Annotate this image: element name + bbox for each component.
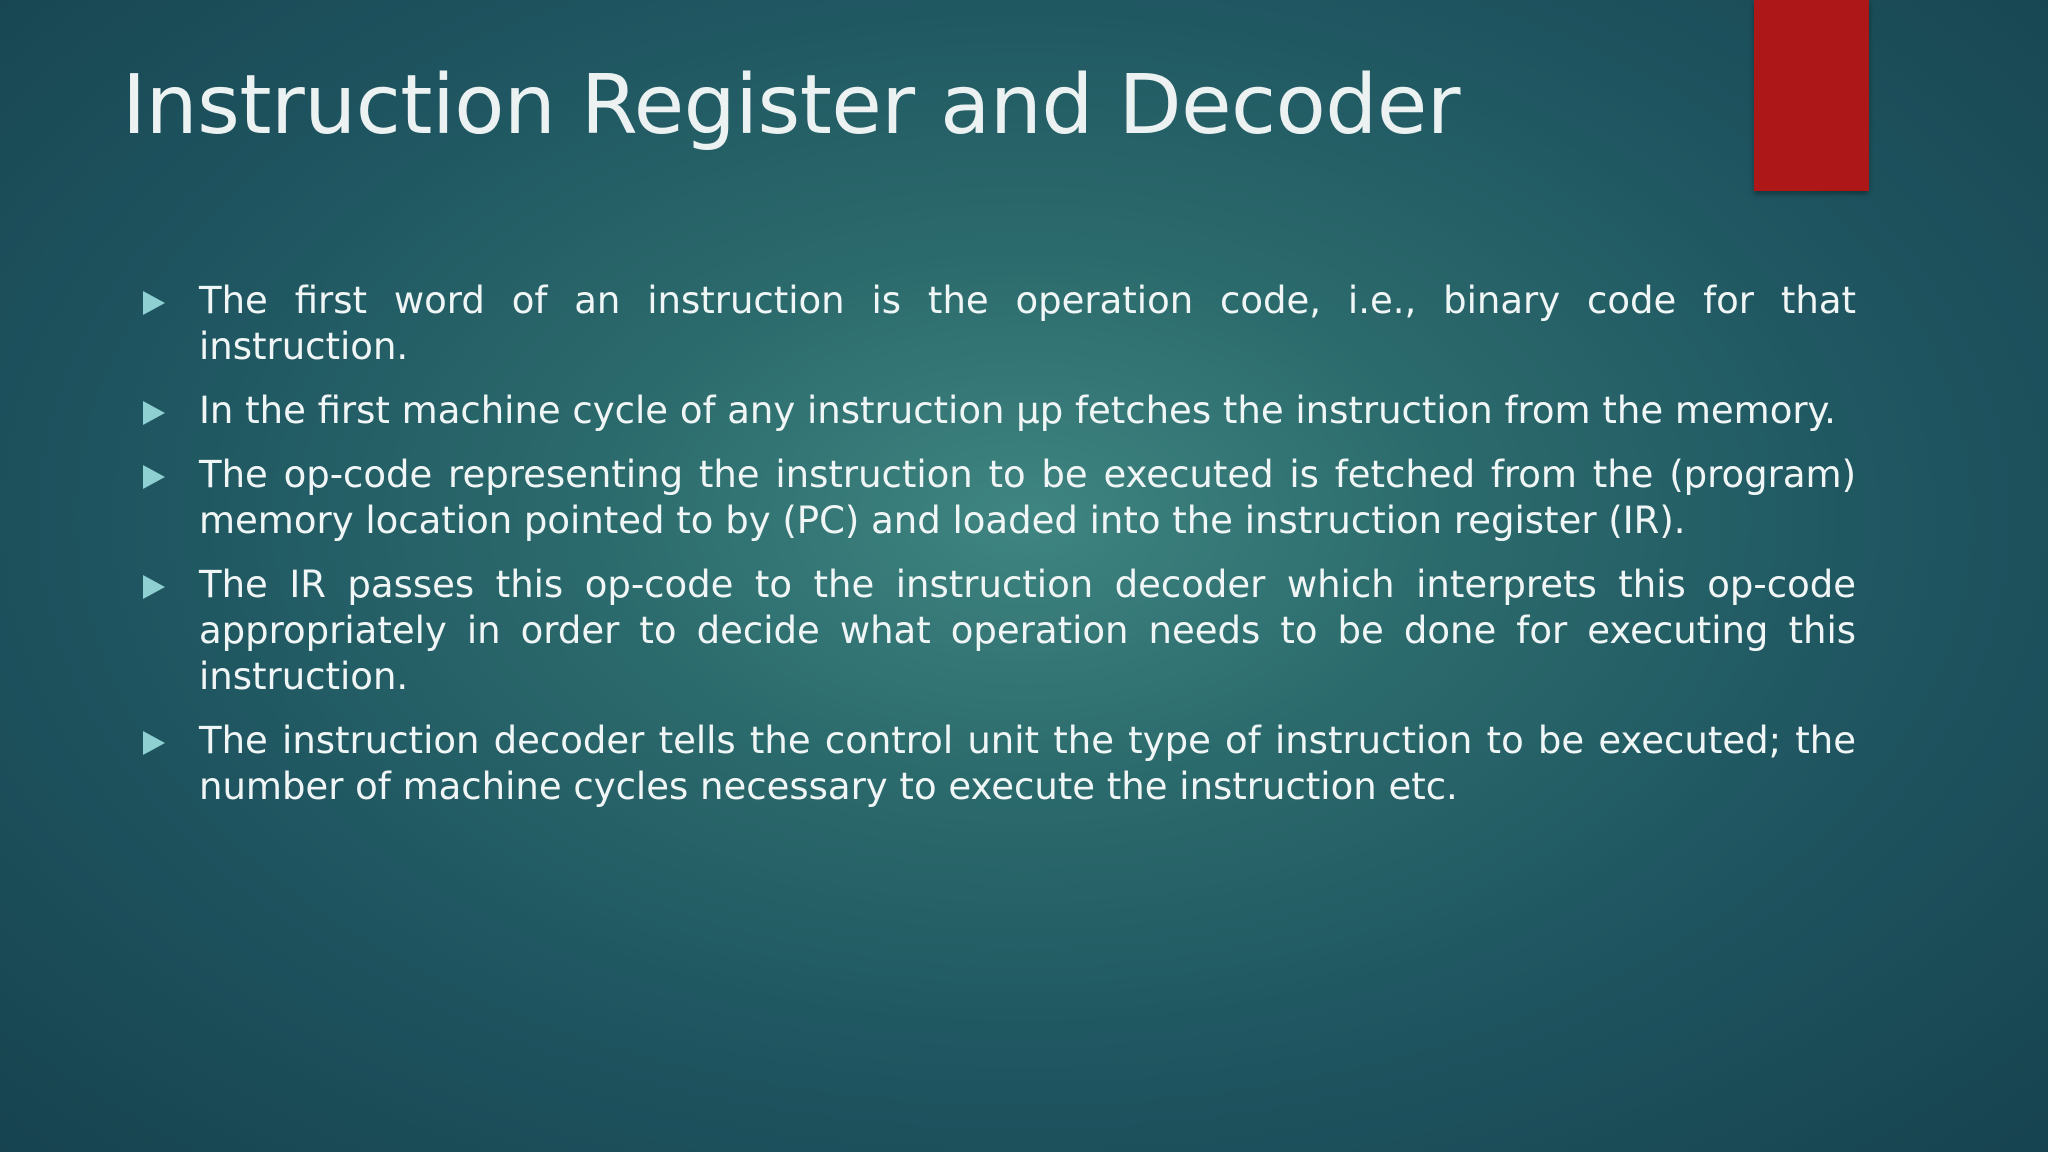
bullet-list	[140, 278, 1856, 828]
accent-bar	[1754, 0, 1869, 191]
triangle-bullet-icon	[143, 575, 165, 599]
bullet-text: In the first machine cycle of any instruction μp fetches the instruction from the memory.	[199, 389, 1836, 432]
bullet-item	[140, 278, 1856, 370]
slide-title: Instruction Register and Decoder	[122, 58, 1461, 153]
bullet-text: The op-code representing the instruction to be executed is fetched from the (program) memory location pointed to by (PC) and loaded into the instruction register (IR).	[199, 453, 1856, 542]
triangle-bullet-icon	[143, 731, 165, 755]
bullet-item	[140, 718, 1856, 810]
bullet-text: The IR passes this op-code to the instruction decoder which interprets this op-code appropriately in order to decide what operation needs to be done for executing this instruction.	[199, 563, 1856, 698]
bullet-item	[140, 452, 1856, 544]
bullet-text: The instruction decoder tells the control unit the type of instruction to be executed; the number of machine cycles necessary to execute the instruction etc.	[199, 719, 1856, 808]
triangle-bullet-icon	[143, 465, 165, 489]
bullet-item	[140, 562, 1856, 700]
triangle-bullet-icon	[143, 291, 165, 315]
triangle-bullet-icon	[143, 401, 165, 425]
bullet-text: The first word of an instruction is the operation code, i.e., binary code for that instruction.	[199, 279, 1856, 368]
bullet-item	[140, 388, 1856, 434]
